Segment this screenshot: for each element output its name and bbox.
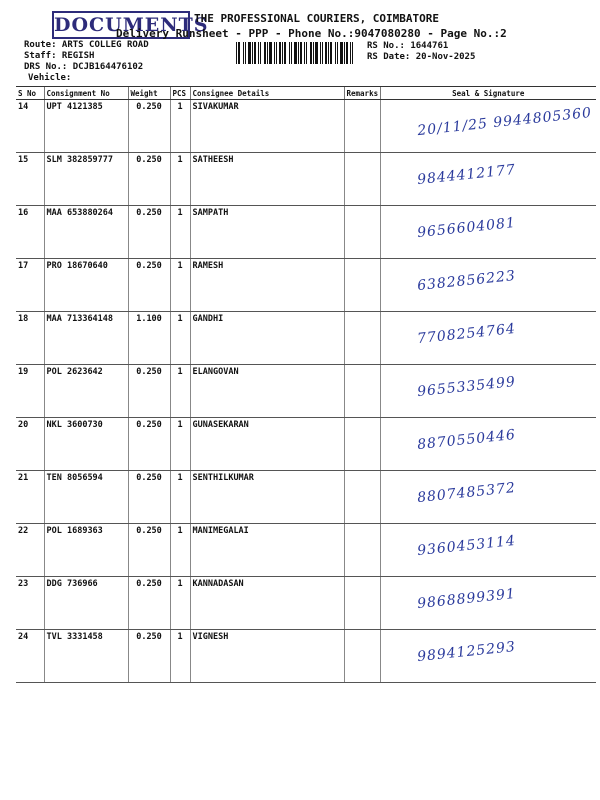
row-pcs: 1 <box>170 577 190 630</box>
row-remarks <box>344 524 380 577</box>
row-signature <box>380 471 596 524</box>
documents-stamp: DOCUMENTS <box>52 11 190 39</box>
row-sno: 22 <box>16 524 44 577</box>
table-row <box>16 100 596 153</box>
row-pcs: 1 <box>170 206 190 259</box>
row-signature <box>380 312 596 365</box>
row-signature <box>380 153 596 206</box>
row-signature <box>380 100 596 153</box>
row-remarks <box>344 259 380 312</box>
row-remarks <box>344 577 380 630</box>
rs-date: RS Date: 20-Nov-2025 <box>367 52 476 62</box>
row-signature <box>380 418 596 471</box>
row-consignment-no: POL 1689363 <box>44 524 128 577</box>
row-weight: 0.250 <box>128 577 170 630</box>
row-remarks <box>344 100 380 153</box>
row-consignment-no: POL 2623642 <box>44 365 128 418</box>
row-signature <box>380 259 596 312</box>
table-row <box>16 418 596 471</box>
row-consignee: MANIMEGALAI <box>190 524 344 577</box>
runsheet-table <box>16 86 596 683</box>
row-sno: 24 <box>16 630 44 683</box>
row-consignee: GUNASEKARAN <box>190 418 344 471</box>
row-consignment-no: PRO 18670640 <box>44 259 128 312</box>
handwritten-signature-note: 9844412177 <box>415 161 517 189</box>
row-weight: 0.250 <box>128 153 170 206</box>
row-consignment-no: TEN 8056594 <box>44 471 128 524</box>
row-consignment-no: MAA 653880264 <box>44 206 128 259</box>
route-label: Route: ARTS COLLEG ROAD <box>24 40 149 50</box>
staff-label: Staff: REGISH <box>24 51 95 61</box>
row-remarks <box>344 630 380 683</box>
row-pcs: 1 <box>170 100 190 153</box>
handwritten-signature-note: 9655335499 <box>415 373 517 401</box>
row-consignee: SATHEESH <box>190 153 344 206</box>
table-row <box>16 312 596 365</box>
row-weight: 0.250 <box>128 365 170 418</box>
handwritten-signature-note: 8870550446 <box>415 426 517 454</box>
handwritten-signature-note: 9360453114 <box>415 532 517 560</box>
row-consignment-no: UPT 4121385 <box>44 100 128 153</box>
row-weight: 0.250 <box>128 630 170 683</box>
vehicle-label: Vehicle: <box>28 73 72 83</box>
row-sno: 19 <box>16 365 44 418</box>
row-signature <box>380 630 596 683</box>
row-signature <box>380 365 596 418</box>
handwritten-signature-note: 6382856223 <box>415 267 517 295</box>
row-consignee: ELANGOVAN <box>190 365 344 418</box>
table-row <box>16 259 596 312</box>
row-remarks <box>344 153 380 206</box>
row-pcs: 1 <box>170 524 190 577</box>
handwritten-signature-note: 20/11/25 9944805360 <box>416 104 593 140</box>
table-header-row <box>16 87 596 100</box>
row-sno: 14 <box>16 100 44 153</box>
row-consignee: VIGNESH <box>190 630 344 683</box>
row-remarks <box>344 365 380 418</box>
table-row <box>16 577 596 630</box>
table-row <box>16 153 596 206</box>
row-sno: 17 <box>16 259 44 312</box>
row-sno: 18 <box>16 312 44 365</box>
row-weight: 0.250 <box>128 524 170 577</box>
row-pcs: 1 <box>170 418 190 471</box>
row-signature <box>380 206 596 259</box>
row-pcs: 1 <box>170 365 190 418</box>
row-consignee: SIVAKUMAR <box>190 100 344 153</box>
row-sno: 21 <box>16 471 44 524</box>
row-sno: 20 <box>16 418 44 471</box>
col-consignment: Consignment No <box>44 87 128 100</box>
row-pcs: 1 <box>170 471 190 524</box>
handwritten-signature-note: 9656604081 <box>415 214 517 242</box>
row-pcs: 1 <box>170 312 190 365</box>
drs-number: DRS No.: DCJB164476102 <box>24 62 144 72</box>
table-row <box>16 365 596 418</box>
table-row <box>16 630 596 683</box>
company-title: THE PROFESSIONAL COURIERS, COIMBATORE <box>194 12 440 25</box>
row-signature <box>380 577 596 630</box>
row-remarks <box>344 312 380 365</box>
row-sno: 16 <box>16 206 44 259</box>
row-sno: 15 <box>16 153 44 206</box>
row-consignee: RAMESH <box>190 259 344 312</box>
row-remarks <box>344 471 380 524</box>
row-consignment-no: NKL 3600730 <box>44 418 128 471</box>
row-pcs: 1 <box>170 630 190 683</box>
rs-number: RS No.: 1644761 <box>367 41 449 51</box>
col-pcs: PCS <box>170 87 190 100</box>
handwritten-signature-note: 8807485372 <box>415 479 517 507</box>
row-weight: 1.100 <box>128 312 170 365</box>
runsheet-subtitle: Delivery Runsheet - PPP - Phone No.:9047080280 - Page No.:2 <box>116 27 507 40</box>
row-weight: 0.250 <box>128 206 170 259</box>
row-consignment-no: DDG 736966 <box>44 577 128 630</box>
row-pcs: 1 <box>170 153 190 206</box>
col-weight: Weight <box>128 87 170 100</box>
barcode-icon <box>236 42 358 64</box>
row-consignee: SAMPATH <box>190 206 344 259</box>
row-consignee: SENTHILKUMAR <box>190 471 344 524</box>
col-consignee: Consignee Details <box>190 87 344 100</box>
table-row <box>16 206 596 259</box>
row-weight: 0.250 <box>128 418 170 471</box>
col-sno: S No <box>16 87 44 100</box>
row-consignee: KANNADASAN <box>190 577 344 630</box>
row-consignee: GANDHI <box>190 312 344 365</box>
handwritten-signature-note: 9894125293 <box>415 638 517 666</box>
row-weight: 0.250 <box>128 471 170 524</box>
row-consignment-no: MAA 713364148 <box>44 312 128 365</box>
row-remarks <box>344 418 380 471</box>
row-weight: 0.250 <box>128 259 170 312</box>
handwritten-signature-note: 9868899391 <box>415 585 517 613</box>
table-row <box>16 471 596 524</box>
row-remarks <box>344 206 380 259</box>
col-seal-signature: Seal & Signature <box>380 87 596 100</box>
row-consignment-no: SLM 382859777 <box>44 153 128 206</box>
table-row <box>16 524 596 577</box>
row-consignment-no: TVL 3331458 <box>44 630 128 683</box>
row-signature <box>380 524 596 577</box>
row-sno: 23 <box>16 577 44 630</box>
col-remarks: Remarks <box>344 87 380 100</box>
row-pcs: 1 <box>170 259 190 312</box>
handwritten-signature-note: 7708254764 <box>415 320 517 348</box>
row-weight: 0.250 <box>128 100 170 153</box>
